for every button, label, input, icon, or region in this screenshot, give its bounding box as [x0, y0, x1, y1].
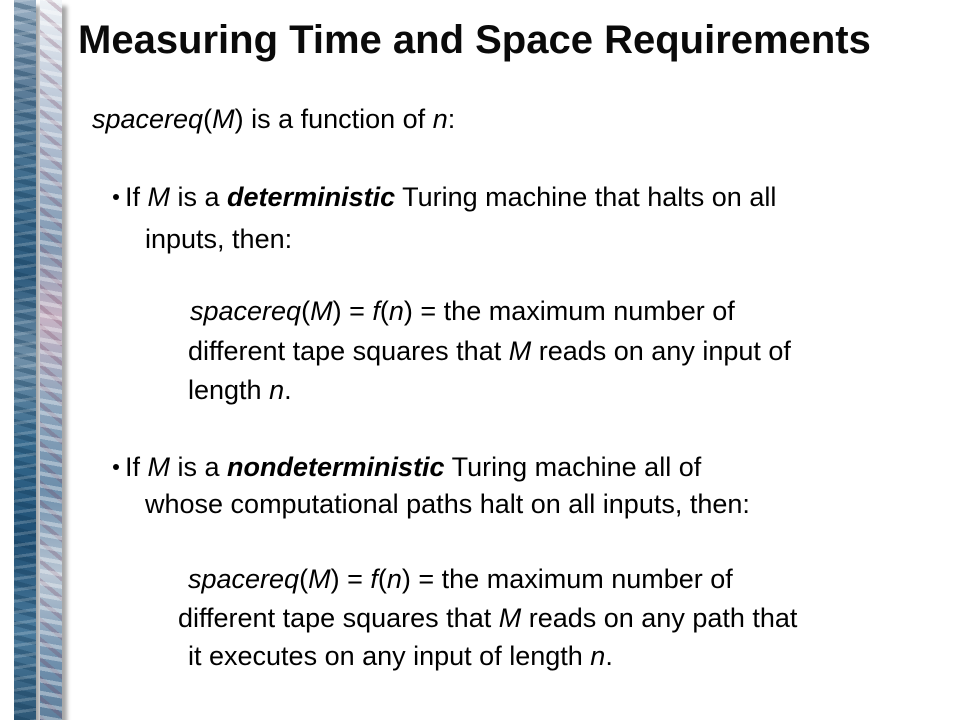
intro-line: spacereq(M) is a function of n:	[92, 104, 456, 134]
bullet-2-def-line-1: spacereq(M) = f(n) = the maximum number of	[188, 564, 733, 594]
bullet-1-line-2: inputs, then:	[145, 224, 293, 254]
decorative-strip-right	[40, 0, 62, 720]
bullet-2-def-line-2: different tape squares that M reads on any path that	[178, 603, 798, 633]
bullet-2-def-line-3: it executes on any input of length n.	[188, 641, 613, 671]
bullet-1-def-line-3: length n.	[188, 375, 292, 405]
bullet-1-def-line-1: spacereq(M) = f(n) = the maximum number of	[190, 296, 735, 326]
bullet-icon	[113, 194, 119, 200]
bullet-2-line-2: whose computational paths halt on all inputs, then:	[145, 489, 750, 519]
decorative-strip-left	[14, 0, 36, 720]
slide-title: Measuring Time and Space Requirements	[78, 18, 871, 62]
bullet-2-line-1: If M is a nondeterministic Turing machine all of	[113, 454, 701, 481]
bullet-icon	[113, 464, 119, 470]
bullet-1-line-1: If M is a deterministic Turing machine that halts on all	[113, 184, 776, 211]
bullet-1-def-line-2: different tape squares that M reads on any input of	[188, 336, 791, 366]
